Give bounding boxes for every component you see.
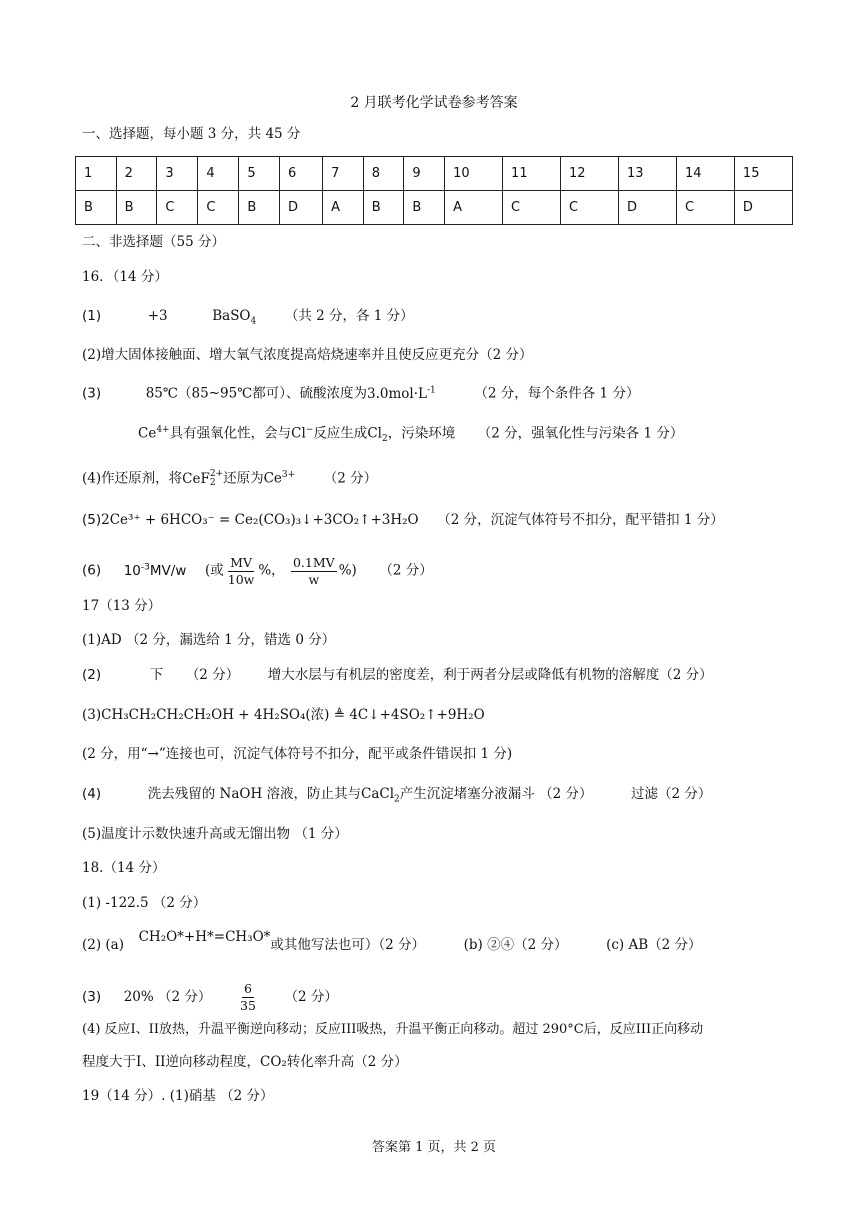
- fraction-6-35: $\frac{6}{35}$: [240, 981, 256, 1013]
- question-number-cell: 4: [198, 157, 239, 191]
- question-number-cell: 6: [280, 157, 323, 191]
- section-nonchoice-heading: 二、非选择题（55 分）: [82, 234, 225, 250]
- question-number-cell: 14: [676, 157, 734, 191]
- score-note: （2 分，沉淀气体符号不扣分，配平错扣 1 分）: [437, 512, 724, 528]
- answer-letter-cell: C: [157, 191, 198, 225]
- fraction-mv-10w: $\frac{MV}{10w}$: [227, 554, 255, 587]
- answer-letter-cell: A: [323, 191, 364, 225]
- q18-part1: (1) -122.5 （2 分）: [82, 895, 207, 911]
- q18-part3: (3) 20% （2 分） $\frac{6}{35}$ （2 分）: [82, 981, 338, 1013]
- q17-part5: (5)温度计示数快速升高或无馏出物 （1 分）: [82, 826, 348, 842]
- q17-part4: (4) 洗去残留的 NaOH 溶液，防止其与CaCl$_2$产生沉淀堵塞分液漏斗 （2 分） 过滤（2 分）: [82, 786, 712, 805]
- q17-heading: 17（13 分）: [82, 598, 162, 614]
- q18-part4-line1: (4) 反应I、II放热，升温平衡逆向移动；反应III吸热，升温平衡正向移动。超过 290°C后，反应III正向移动: [82, 1022, 704, 1037]
- q16-part3: [82, 380, 639, 404]
- score-note: （共 2 分，各 1 分）: [284, 308, 414, 324]
- acid-concentration: $3.0mol\cdot L^{-1}$: [367, 385, 436, 402]
- q16-part5: (5)2Ce³⁺ + 6HCO₃⁻ = Ce₂(CO₃)₃↓+3CO₂↑+3H₂O （2 分，沉淀气体符号不扣分，配平错扣 1 分）: [82, 512, 724, 528]
- q16-part1: [82, 306, 414, 332]
- answer-table: [75, 156, 793, 225]
- answer-letter-cell: C: [503, 191, 561, 225]
- q16-part2: (2)增大固体接触面、增大氧气浓度提高焙烧速率并且使反应更充分（2 分）: [82, 347, 533, 363]
- answer-letter-cell: D: [280, 191, 323, 225]
- question-number-row: [76, 157, 793, 191]
- part-label: (1): [82, 308, 102, 324]
- question-number-cell: 7: [323, 157, 364, 191]
- fraction-01mv-w: $\frac{0.1MV}{w}$: [292, 554, 335, 587]
- q16-part6: (6) $10^{-3}MV/w$ (或 $\frac{MV}{10w}$ %， $\frac{0.1MV}{w}$ %) （2 分）: [82, 554, 433, 587]
- question-number-cell: 3: [157, 157, 198, 191]
- question-number-cell: 5: [239, 157, 280, 191]
- answer-letter-cell: B: [76, 191, 117, 225]
- answer-letter-cell: D: [618, 191, 676, 225]
- equation: 2Ce³⁺ + 6HCO₃⁻ = Ce₂(CO₃)₃↓+3CO₂↑+3H₂O: [101, 512, 419, 528]
- equation: CH₂O*+H*=CH₃O*: [138, 929, 271, 945]
- answer-letter-cell: B: [239, 191, 280, 225]
- section-choice-heading: 一、选择题，每小题 3 分，共 45 分: [82, 126, 301, 142]
- question-number-cell: 2: [116, 157, 157, 191]
- question-number-cell: 15: [734, 157, 792, 191]
- q16-heading: 16．（14 分）: [82, 269, 168, 285]
- answer-letter-cell: C: [676, 191, 734, 225]
- condition-text: 85℃（85~95℃都可）、硫酸浓度为: [145, 385, 368, 402]
- score-note: （2 分，强氧化性与污染各 1 分）: [477, 425, 684, 442]
- score-note: （2 分）: [379, 562, 433, 579]
- q19-line: 19（14 分）. (1)硝基 （2 分）: [82, 1088, 274, 1104]
- q17-part1: (1)AD （2 分，漏选给 1 分，错选 0 分）: [82, 632, 336, 648]
- q16-part3-explanation: $Ce^{4+}$具有强氧化性，会与Cl−反应生成$Cl_2$，污染环境 （2 分，强氧化性与污染各 1 分）: [138, 425, 684, 445]
- question-number-cell: 11: [503, 157, 561, 191]
- q18-part4-line2: 程度大于I、II逆向移动程度，CO₂转化率升高（2 分）: [82, 1054, 408, 1070]
- question-number-cell: 12: [561, 157, 619, 191]
- q17-part3-equation: (3)CH₃CH₂CH₂CH₂OH + 4H₂SO₄(浓) ≜ 4C↓+4SO₂↑+9H₂O: [82, 707, 485, 723]
- answer-value: $10^{-3}MV/w$: [123, 562, 187, 579]
- page-footer: 答案第 1 页，共 2 页: [371, 1140, 497, 1155]
- q16-part4: (4)作还原剂，将CeF 2+ 2 还原为$Ce^{3+}$ （2 分）: [82, 469, 378, 488]
- answer-letter-cell: B: [116, 191, 157, 225]
- answer-letter-cell: C: [561, 191, 619, 225]
- part-label: (3): [82, 385, 102, 402]
- question-number-cell: 13: [618, 157, 676, 191]
- answer-letter-row: [76, 191, 793, 225]
- score-note: （2 分，每个条件各 1 分）: [474, 385, 640, 402]
- q18-part2: (2) (a) CH₂O*+H*=CH₃O*或其他写法也可）（2 分） (b) ②④（2 分） (c) AB（2 分）: [82, 929, 702, 953]
- answer-letter-cell: A: [445, 191, 503, 225]
- answer-letter-cell: B: [404, 191, 445, 225]
- formula-cef2: CeF 2+ 2: [182, 469, 224, 488]
- answer-letter-cell: D: [734, 191, 792, 225]
- question-number-cell: 1: [76, 157, 117, 191]
- q17-part3-note: (2 分，用“→”连接也可，沉淀气体符号不扣分，配平或条件错误扣 1 分): [82, 746, 513, 762]
- page-title: 2 月联考化学试卷参考答案: [350, 95, 518, 111]
- question-number-cell: 9: [404, 157, 445, 191]
- formula-baso4: BaSO$_4$: [212, 308, 257, 327]
- oxidation-state: +3: [147, 308, 168, 324]
- question-number-cell: 8: [363, 157, 404, 191]
- q17-part2: (2) 下 （2 分） 增大水层与有机层的密度差，利于两者分层或降低有机物的溶解度（2 分）: [82, 667, 713, 683]
- q18-heading: 18.（14 分）: [82, 860, 166, 876]
- score-note: （2 分）: [323, 470, 378, 487]
- answer-letter-cell: C: [198, 191, 239, 225]
- question-number-cell: 10: [445, 157, 503, 191]
- answer-letter-cell: B: [363, 191, 404, 225]
